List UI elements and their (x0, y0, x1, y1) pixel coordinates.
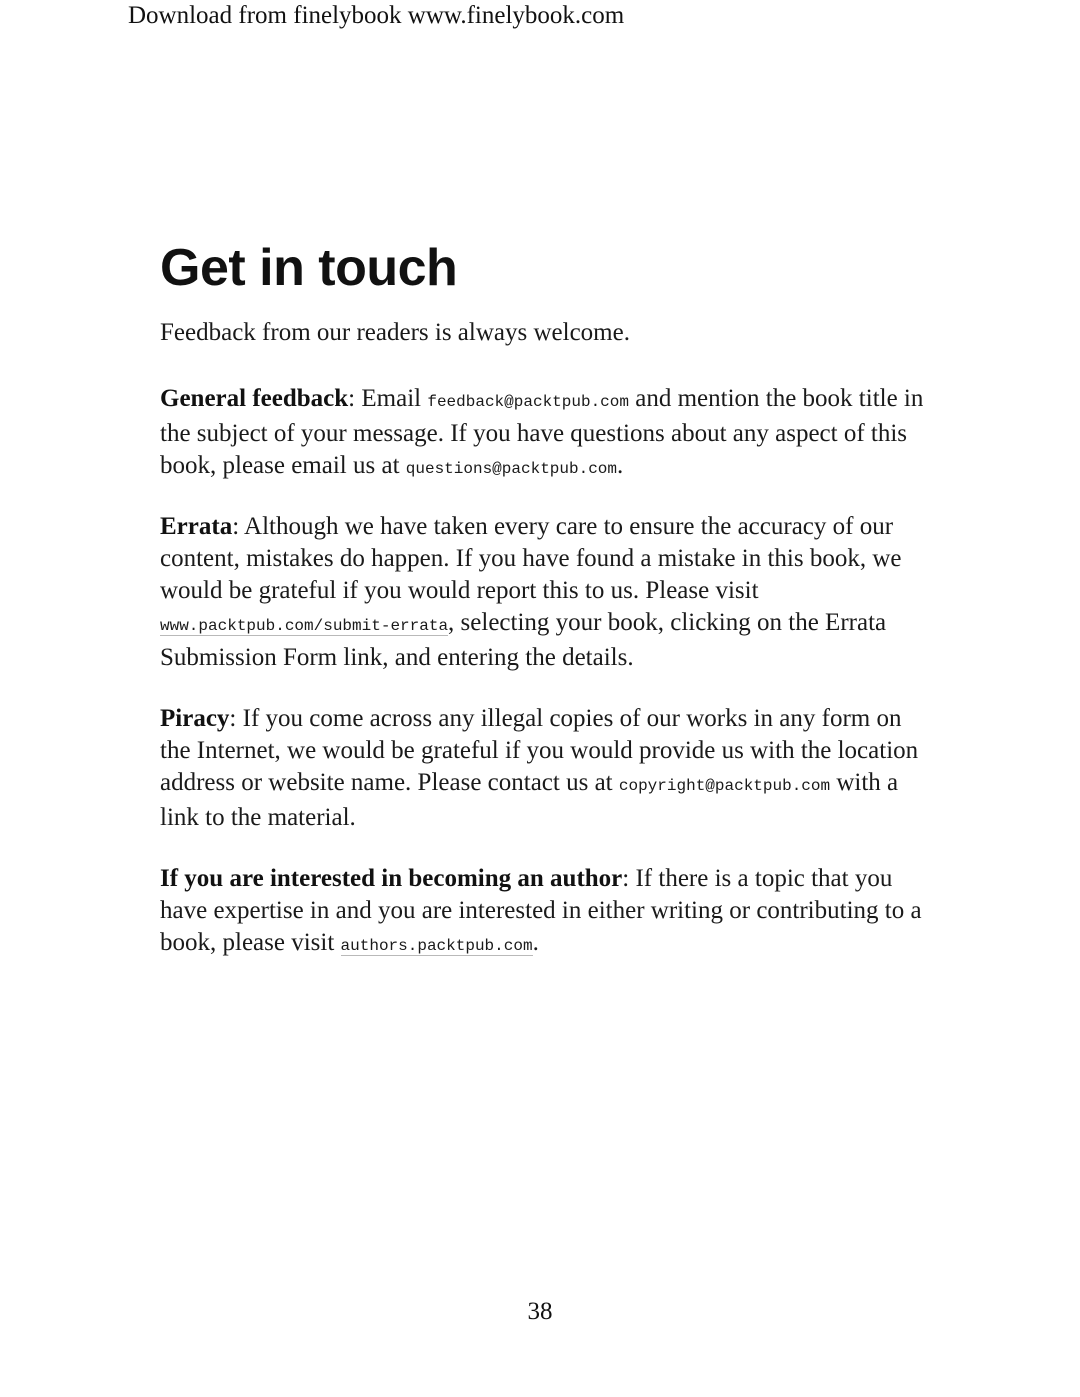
errata-label: Errata (160, 513, 233, 540)
author-text-1: If there is a topic that you have expertise in and you are interested in either writing or contributing to a book, please visit (160, 865, 922, 956)
author-text-2: . (532, 929, 539, 956)
errata-text-1: Although we have taken every care to ensure the accuracy of our content, mistakes do happen. If you have found a mistake in this book, we would be grateful if you would report this to us. Please visit (160, 513, 902, 604)
piracy-label: Piracy (160, 705, 230, 732)
errata-text-2: , selecting your book, clicking on the Errata Submission Form link, and entering the details. (160, 609, 887, 671)
author-label: If you are interested in becoming an author (160, 865, 623, 892)
piracy-separator: : (229, 705, 243, 732)
general-feedback-text-1: Email (361, 385, 428, 412)
author-paragraph (160, 863, 930, 962)
general-feedback-paragraph (160, 383, 930, 485)
feedback-email-link[interactable]: feedback@packtpub.com (427, 393, 629, 411)
intro-paragraph: Feedback from our readers is always welcome. (160, 319, 630, 346)
general-feedback-label: General feedback (160, 385, 349, 412)
authors-site-link[interactable]: authors.packtpub.com (340, 937, 533, 955)
piracy-text-2: with a link to the material. (160, 769, 899, 831)
errata-paragraph (160, 511, 930, 674)
watermark-text: Download from finelybook www.finelybook.com (128, 2, 625, 29)
piracy-paragraph (160, 703, 930, 834)
general-feedback-text-3: . (617, 452, 624, 479)
author-separator: : (622, 865, 636, 892)
errata-separator: : (232, 513, 245, 540)
piracy-text-1: If you come across any illegal copies of our works in any form on the Internet, we would be grateful if you would provide us with the location address or website name. Please contact us at (160, 705, 919, 796)
submit-errata-link[interactable]: www.packtpub.com/submit-errata (160, 617, 449, 635)
general-feedback-separator: : (348, 385, 362, 412)
page-number: 38 (527, 1298, 553, 1325)
general-feedback-text-2: and mention the book title in the subject of your message. If you have questions about any aspect of this book, please email us at (160, 385, 924, 479)
page-title: Get in touch (160, 239, 458, 297)
questions-email-link[interactable]: questions@packtpub.com (405, 460, 617, 478)
copyright-email-link[interactable]: copyright@packtpub.com (618, 777, 831, 795)
